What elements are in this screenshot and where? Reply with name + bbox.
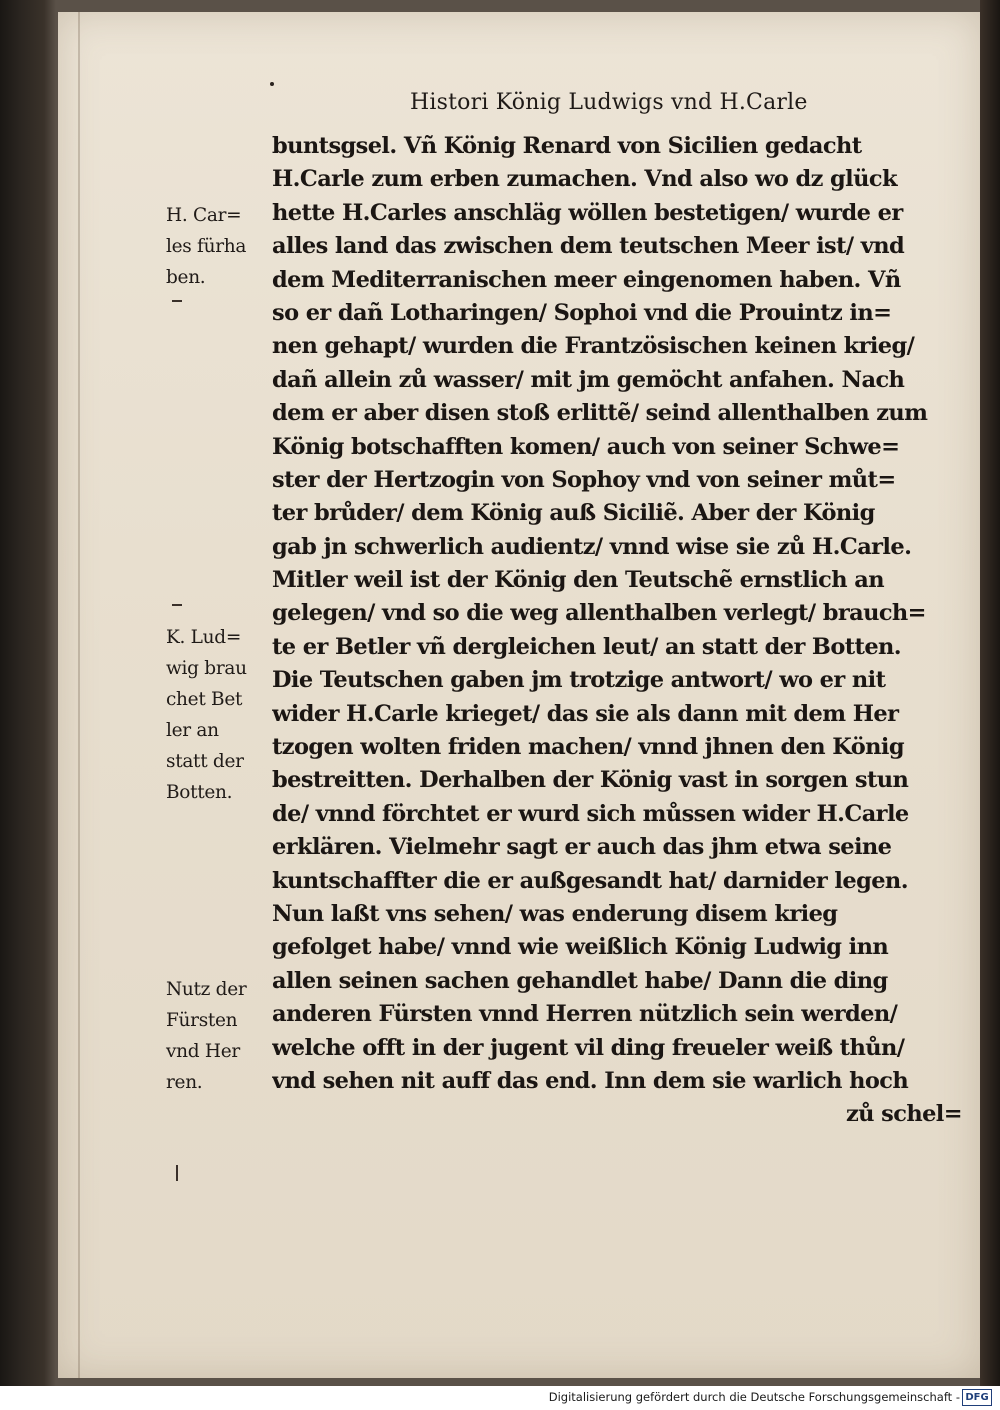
ink-dot <box>270 82 274 86</box>
text-line: buntsgsel. Vñ König Renard von Sicilien gedacht <box>272 133 862 159</box>
margin-note-line: ben. <box>166 267 206 288</box>
text-line: H.Carle zum erben zumachen. Vnd also wo dz glück <box>272 166 897 193</box>
text-line: ter brůder/ dem König auß Siciliẽ. Aber der König <box>272 500 875 527</box>
margin-note-nutz <box>166 974 270 1098</box>
page-fold-line <box>78 12 80 1378</box>
text-line: allen seinen sachen gehandlet habe/ Dann die ding <box>272 967 888 994</box>
text-line: so er dañ Lotharingen/ Sophoi vnd die Prouintz in= <box>272 299 892 326</box>
text-line: erklären. Vielmehr sagt er auch das jhm etwa seine <box>272 834 892 861</box>
text-line: Mitler weil ist der König den Teutschẽ ernstlich an <box>272 567 884 594</box>
text-line: König botschafften komen/ auch von seiner Schwe= <box>272 433 900 460</box>
margin-note-line: ler an <box>166 720 219 741</box>
margin-note-line: vnd Her <box>166 1041 240 1062</box>
text-line: dañ allein zů wasser/ mit jm gemöcht anfahen. Nach <box>272 366 905 393</box>
text-line: vnd sehen nit auff das end. Inn dem sie warlich hoch <box>272 1067 909 1094</box>
text-line: kuntschaffter die er außgesandt hat/ darnider legen. <box>272 867 908 894</box>
margin-dash <box>172 300 182 302</box>
margin-dash <box>172 604 182 606</box>
text-line: de/ vnnd förchtet er wurd sich můssen wider H.Carle <box>272 800 909 827</box>
text-line: gab jn schwerlich audientz/ vnnd wise sie zů H.Carle. <box>272 533 912 560</box>
text-line: ster der Hertzogin von Sophoy vnd von seiner můt= <box>272 466 896 493</box>
text-line: dem er aber disen stoß erlittẽ/ seind allenthalben zum <box>272 400 928 427</box>
margin-note-carle <box>166 200 270 293</box>
margin-note-ludwig <box>166 622 270 808</box>
catchword: zů schel= <box>845 1101 962 1128</box>
margin-note-line: Fürsten <box>166 1010 238 1031</box>
running-head: Histori König Ludwigs vnd H.Carle <box>410 90 808 115</box>
text-line: hette H.Carles anschläg wöllen bestetigen/ wurde er <box>272 199 903 226</box>
dfg-logo: DFG <box>962 1389 992 1406</box>
margin-note-line: statt der <box>166 751 244 772</box>
text-line: anderen Fürsten vnnd Herren nützlich sein werden/ <box>272 1001 898 1028</box>
body-text <box>272 130 962 1132</box>
margin-tick <box>176 1165 178 1181</box>
margin-note-line: H. Car= <box>166 205 242 226</box>
margin-note-line: wig brau <box>166 658 247 679</box>
footer-bar <box>0 1386 1000 1410</box>
text-line: Die Teutschen gaben jm trotzige antwort/ wo er nit <box>272 667 886 694</box>
margin-note-line: Botten. <box>166 782 233 803</box>
text-line: Nun laßt vns sehen/ was enderung disem krieg <box>272 900 838 927</box>
margin-note-line: ren. <box>166 1072 203 1093</box>
margin-note-line: les fürha <box>166 236 247 257</box>
text-line: tzogen wolten friden machen/ vnnd jhnen den König <box>272 734 904 761</box>
margin-note-line: chet Bet <box>166 689 243 710</box>
scan-right-edge <box>980 0 1000 1386</box>
text-line: gefolget habe/ vnnd wie weißlich König Ludwig inn <box>272 934 889 961</box>
footer-credit: Digitalisierung gefördert durch die Deutsche Forschungsgemeinschaft - <box>548 1390 960 1404</box>
text-line: gelegen/ vnd so die weg allenthalben verlegt/ brauch= <box>272 600 926 627</box>
text-line: te er Betler vñ dergleichen leut/ an statt der Botten. <box>272 633 902 660</box>
text-line: welche offt in der jugent vil ding freueler weiß thůn/ <box>272 1034 905 1061</box>
margin-note-line: K. Lud= <box>166 627 242 648</box>
text-line: alles land das zwischen dem teutschen Meer ist/ vnd <box>272 233 905 260</box>
text-line: bestreitten. Derhalben der König vast in sorgen stun <box>272 767 909 794</box>
text-line: dem Mediterranischen meer eingenomen haben. Vñ <box>272 266 901 293</box>
text-line: nen gehapt/ wurden die Frantzösischen keinen krieg/ <box>272 333 915 360</box>
margin-note-line: Nutz der <box>166 979 247 1000</box>
text-line: wider H.Carle krieget/ das sie als dann mit dem Her <box>272 700 899 727</box>
